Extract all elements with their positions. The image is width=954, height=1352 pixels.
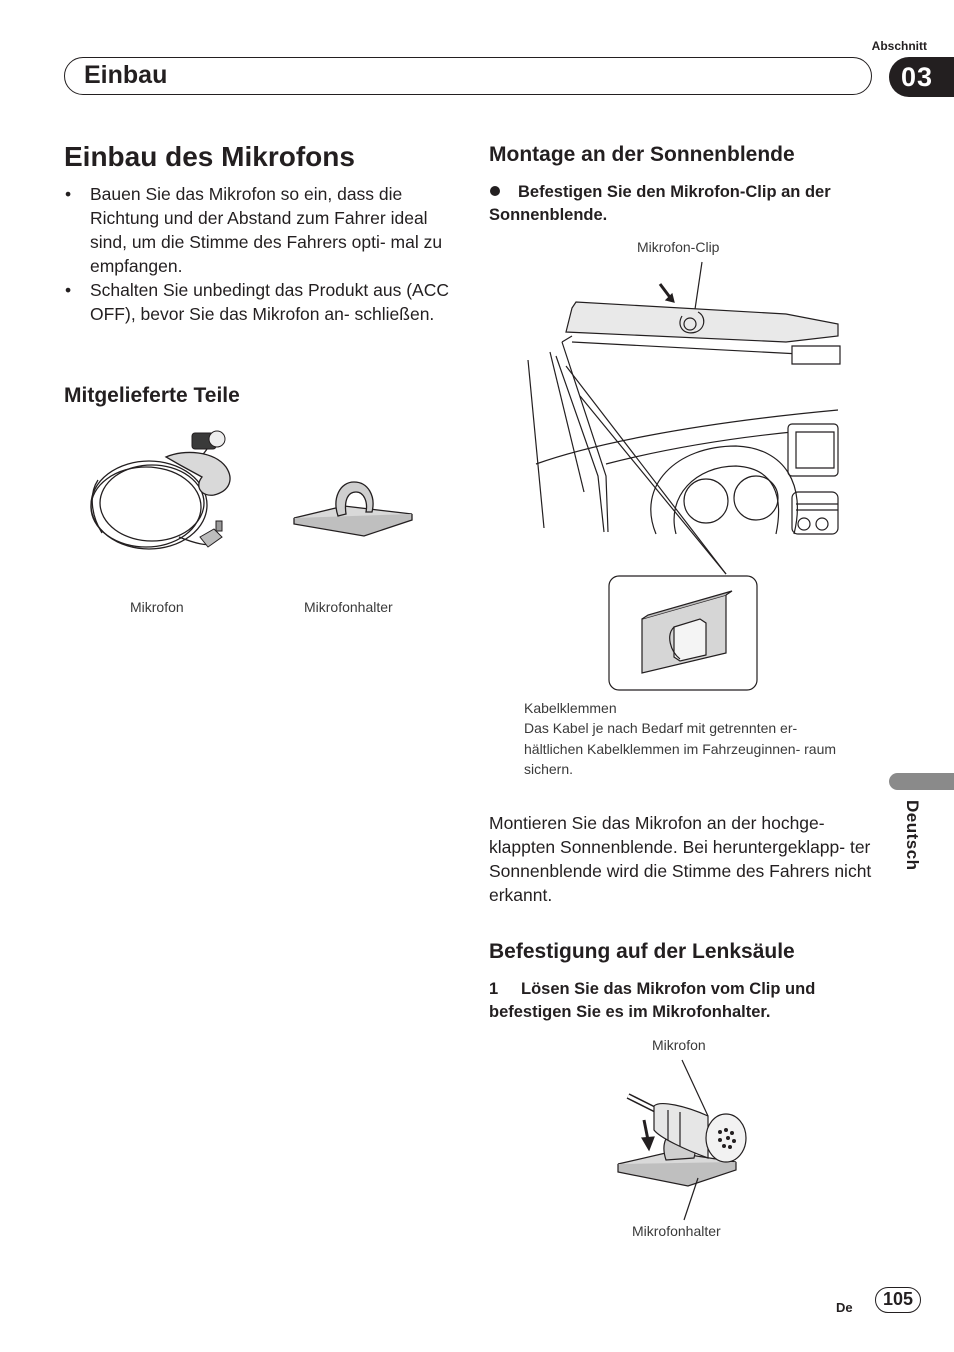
intro-bullet-list: [64, 182, 454, 326]
steering-column-step-text: Lösen Sie das Mikrofon vom Clip und befestigen Sie es im Mikrofonhalter.: [489, 980, 816, 1021]
steering-column-step: [489, 978, 869, 1024]
visor-step: [489, 181, 869, 227]
visor-heading: Montage an der Sonnenblende: [489, 143, 795, 166]
cable-clamp-note: Das Kabel je nach Bedarf mit getrennten er- hältlichen Kabelklemmen im Fahrzeuginnen- raum sichern.: [524, 720, 837, 777]
cable-clamp-detail: [608, 575, 758, 691]
footer-language-code: De: [836, 1300, 853, 1315]
visor-step-text: Befestigen Sie den Mikrofon-Clip an der Sonnenblende.: [489, 183, 831, 224]
bullet-text: Bauen Sie das Mikrofon so ein, dass die Richtung und der Abstand zum Fahrer ideal sind, um die Stimme des Fahrers opti- mal zu empfangen.: [90, 184, 443, 276]
cable-clamp-label: Kabelklemmen: [524, 700, 617, 716]
language-label: Deutsch: [903, 800, 922, 871]
parts-microphone-caption: Mikrofon: [130, 599, 184, 615]
car-interior-illustration: [526, 256, 840, 538]
page-number: 105: [875, 1287, 921, 1313]
header-title: Einbau: [84, 61, 168, 89]
mic-clip-label: Mikrofon-Clip: [637, 239, 720, 255]
header-bar: [64, 57, 872, 95]
main-title: Einbau des Mikrofons: [64, 141, 355, 172]
bullet-item: [64, 182, 454, 278]
microphone-illustration: [84, 425, 244, 560]
visor-body-text: Montieren Sie das Mikrofon an der hochge- klappten Sonnenblende. Bei heruntergeklapp- ter Sonnenblende wird die Stimme des Fahrers nicht erkannt.: [489, 813, 872, 905]
column-holder-label: Mikrofonhalter: [632, 1223, 721, 1239]
section-number-badge: 03: [889, 57, 954, 97]
parts-heading: Mitgelieferte Teile: [64, 384, 240, 407]
step-bullet-icon: [490, 186, 500, 196]
bullet-item: [64, 278, 454, 326]
microphone-holder-illustration: [292, 478, 416, 544]
parts-holder-caption: Mikrofonhalter: [304, 599, 393, 615]
column-microphone-label: Mikrofon: [652, 1037, 706, 1053]
bullet-text: Schalten Sie unbedingt das Produkt aus (ACC OFF), bevor Sie das Mikrofon an- schließen.: [90, 280, 449, 324]
section-label: Abschnitt: [871, 39, 927, 53]
microphone-in-holder-illustration: [616, 1060, 748, 1220]
language-tab: [889, 773, 954, 790]
steering-column-heading: Befestigung auf der Lenksäule: [489, 940, 795, 963]
step-number: 1: [489, 980, 499, 998]
